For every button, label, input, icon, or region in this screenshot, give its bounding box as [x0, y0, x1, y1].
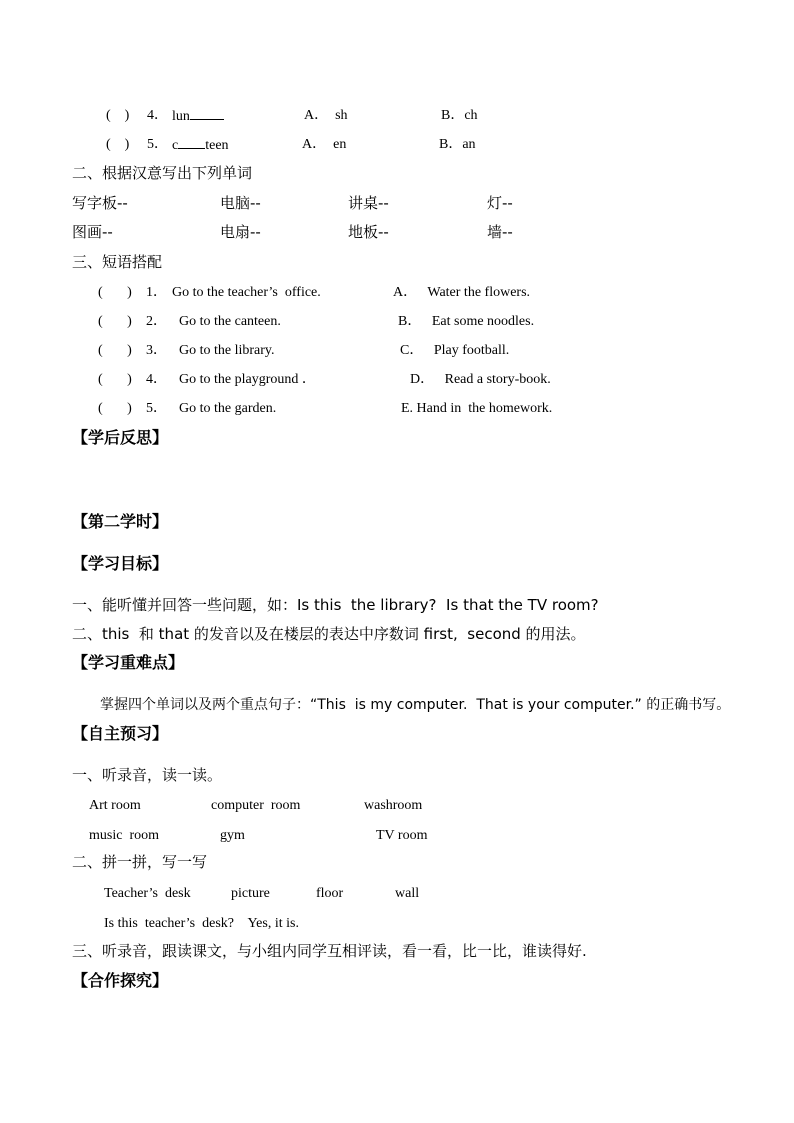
- fill-word: [172, 107, 224, 126]
- cooperation-heading: 【合作探究】: [72, 971, 169, 990]
- word-item: music room: [89, 828, 159, 843]
- question-number: 5．: [147, 137, 168, 152]
- word-item: washroom: [364, 798, 423, 813]
- phrase-right: C． Play football.: [400, 343, 510, 358]
- word-part: lun: [172, 109, 190, 124]
- word-item: floor: [316, 886, 344, 901]
- question-number: 3．: [146, 343, 167, 358]
- vocab-item: 电扇--: [220, 223, 261, 241]
- vocab-item: 写字板--: [72, 194, 128, 212]
- answer-bracket[interactable]: ( ): [98, 343, 132, 358]
- phrase-right: B． Eat some noodles.: [398, 314, 535, 329]
- example-sentence: Is this teacher’s desk? Yes, it is.: [104, 916, 299, 931]
- phrase-right: D． Read a story-book.: [410, 372, 551, 387]
- vocab-item: 电脑--: [220, 194, 261, 212]
- option-b: B．ch: [441, 108, 478, 123]
- blank-line[interactable]: [178, 136, 205, 149]
- section-title: 一、听录音，读一读。: [72, 766, 223, 784]
- answer-bracket[interactable]: ( ): [98, 285, 132, 300]
- answer-bracket[interactable]: ( ): [106, 137, 130, 152]
- vocab-item: 灯--: [487, 194, 513, 212]
- vocab-item: 图画--: [72, 223, 113, 241]
- reflection-heading: 【学后反思】: [72, 428, 169, 447]
- blank-line[interactable]: [190, 107, 224, 120]
- option-a: A． sh: [304, 108, 348, 123]
- question-number: 4．: [146, 372, 167, 387]
- goals-heading: 【学习目标】: [72, 554, 169, 573]
- word-part: teen: [205, 138, 229, 153]
- question-number: 4．: [147, 108, 168, 123]
- answer-bracket[interactable]: ( ): [98, 314, 132, 329]
- word-item: Teacher’s desk: [104, 886, 191, 901]
- word-part: c: [172, 138, 179, 153]
- question-number: 2．: [146, 314, 167, 329]
- phrase-left: Go to the playground ．: [179, 372, 316, 387]
- section-title: 二、根据汉意写出下列单词: [72, 164, 253, 182]
- answer-bracket[interactable]: ( ): [106, 108, 130, 123]
- section-title: 三、听录音，跟读课文，与小组内同学互相评读，看一看，比一比，谁读得好.: [72, 942, 587, 960]
- answer-bracket[interactable]: ( ): [98, 372, 132, 387]
- word-item: TV room: [376, 828, 428, 843]
- goal-line: 二、this 和 that 的发音以及在楼层的表达中序数词 first, second 的用法。: [72, 625, 586, 643]
- word-item: picture: [231, 886, 270, 901]
- phrase-left: Go to the canteen.: [179, 314, 281, 329]
- section-title: 二、拼一拼，写一写: [72, 853, 208, 871]
- key-points-text: 掌握四个单词以及两个重点句子：“This is my computer. That is your computer.” 的正确书写。: [100, 697, 731, 713]
- vocab-item: 地板--: [348, 223, 389, 241]
- lesson2-heading: 【第二学时】: [72, 512, 169, 531]
- phrase-left: Go to the garden.: [179, 401, 277, 416]
- key-points-heading: 【学习重难点】: [72, 653, 185, 672]
- preview-heading: 【自主预习】: [72, 724, 169, 743]
- phrase-left: Go to the library.: [179, 343, 275, 358]
- fill-word: [172, 136, 229, 155]
- word-item: wall: [395, 886, 420, 901]
- option-a: A． en: [302, 137, 347, 152]
- vocab-item: 讲桌--: [348, 194, 389, 212]
- question-number: 5．: [146, 401, 167, 416]
- answer-bracket[interactable]: ( ): [98, 401, 132, 416]
- phrase-right: A． Water the flowers.: [393, 285, 531, 300]
- section-title: 三、短语搭配: [72, 253, 163, 271]
- phrase-left: Go to the teacher’s office.: [172, 285, 321, 300]
- question-number: 1．: [146, 285, 167, 300]
- phrase-right: E. Hand in the homework.: [401, 401, 553, 416]
- option-b: B．an: [439, 137, 476, 152]
- vocab-item: 墙--: [487, 223, 513, 241]
- word-item: Art room: [89, 798, 141, 813]
- word-item: computer room: [211, 798, 301, 813]
- goal-line: 一、能听懂并回答一些问题，如：Is this the library? Is that the TV room?: [72, 596, 599, 614]
- word-item: gym: [220, 828, 245, 843]
